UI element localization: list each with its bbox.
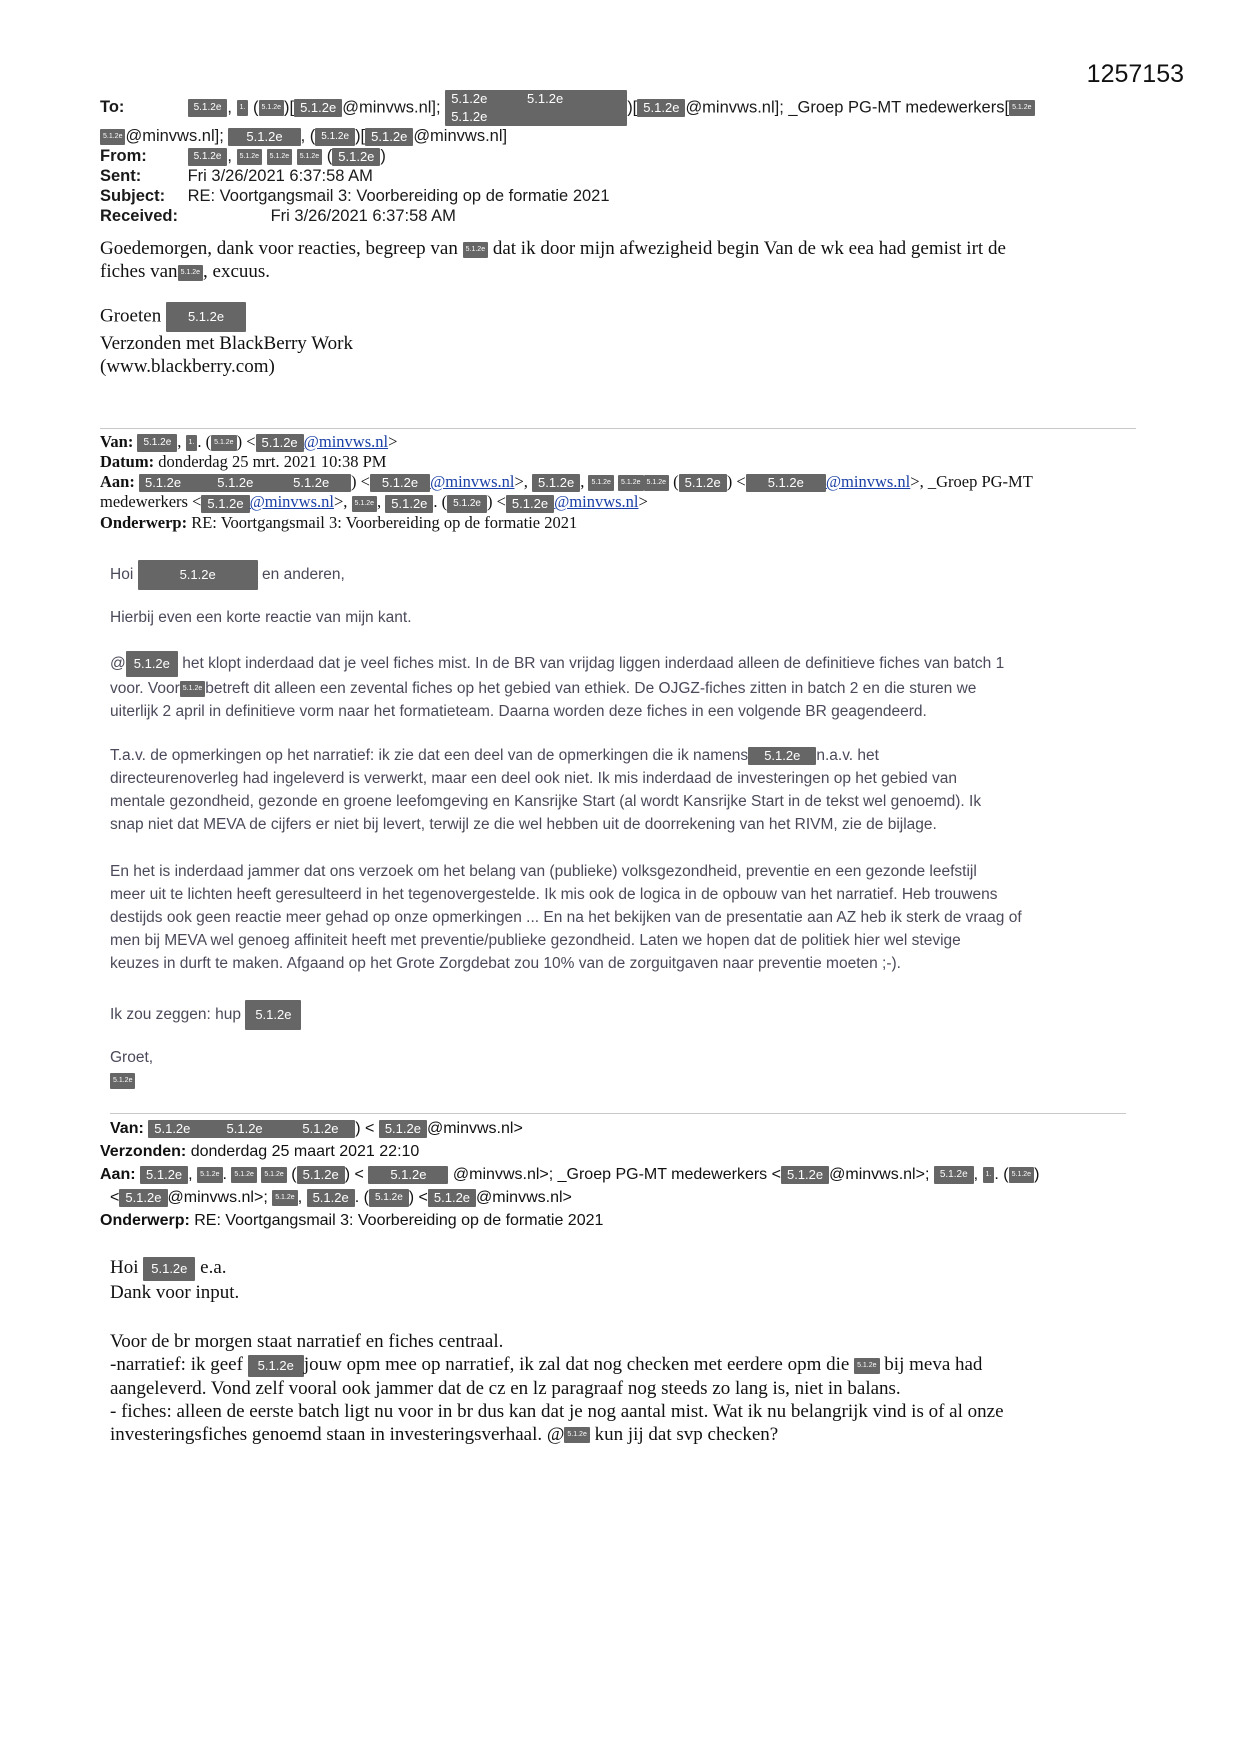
redaction: 5.1.2e	[126, 651, 178, 677]
hoi-text: Hoi	[110, 566, 134, 584]
van-label: Van:	[100, 432, 134, 451]
email1-signature	[100, 302, 1120, 378]
redaction: 5.1.2e	[781, 1166, 829, 1184]
redaction: 5.1.2e	[463, 242, 488, 258]
redaction: 5.1.2e	[100, 129, 125, 145]
email3-aan-line2: < 5.1.2e @minvws.nl>; 5.1.2e , 5.1.2e . ( 5.1.2e ) < 5.1.2e @minvws.nl>	[110, 1189, 572, 1206]
hoi-rest-text: e.a.	[200, 1257, 227, 1278]
redaction: 5.1.2e 5.1.2e 5.1.2e	[139, 474, 351, 492]
redaction: 5.1.2e	[228, 128, 300, 146]
para-text: het klopt inderdaad dat je veel fiches mist. In de BR van vrijdag liggen inderdaad alleen de definitieve fiches van batch 1	[182, 655, 1005, 673]
body-text: bij meva had	[884, 1354, 983, 1375]
para-line: keuzes in durft te maken. Afgaand op het Grote Zorgdebat zou 10% van de zorguitgaven naar preventie moeten ;-).	[110, 955, 901, 972]
email1-body	[100, 237, 1120, 283]
redaction: 5.1.2e	[379, 1120, 427, 1138]
redaction: 5.1.2e	[294, 99, 342, 117]
email2-header	[100, 432, 1150, 533]
onderwerp-value: RE: Voortgangsmail 3: Voorbereiding op de formatie 2021	[194, 1212, 604, 1229]
para-line: snap niet dat MEVA de cijfers er niet bij levert, terwijl ze die wel hebben uit de doorrekening van het RIVM, zie de bijlage.	[110, 816, 937, 833]
redaction: 5.1.2e	[564, 1427, 589, 1443]
email3-onderwerp-line	[100, 1209, 1160, 1232]
redaction: 5.1.2e	[245, 1000, 301, 1030]
para-line: meer uit te lichten heeft geresulteerd in het tegenovergestelde. Ik mis ook de logica in de opbouw van het narratief. Heb trouwens	[110, 886, 998, 903]
aan-label: Aan:	[100, 472, 135, 492]
email2-greeting	[110, 560, 1150, 590]
redaction: 5.1.2e	[679, 474, 727, 492]
email1-to-line2: 5.1.2e @minvws.nl]; 5.1.2e , ( 5.1.2e )[ 5.1.2e @minvws.nl]	[100, 126, 1160, 146]
to-domain: @minvws.nl];	[342, 98, 441, 117]
redaction: 5.1.2e	[201, 495, 249, 513]
email1-subject-line	[100, 186, 1160, 206]
redaction: 5.1.2e 5.1.2e 5.1.2e	[148, 1120, 355, 1138]
received-label: Received:	[100, 207, 178, 225]
email2-van-line: Van: 5.1.2e , 1. . ( 5.1.2e ) < 5.1.2e @minvws.nl>	[100, 432, 398, 451]
verzonden-label: Verzonden:	[100, 1143, 187, 1160]
sent-with-text: Verzonden met BlackBerry Work	[100, 333, 353, 354]
body-text: investeringsfiches genoemd staan in investeringsverhaal. @	[110, 1423, 565, 1445]
redaction: 5.1.2e	[140, 1166, 188, 1184]
body-text: dat ik door mijn afwezigheid begin Van de wk eea had gemist irt de	[492, 238, 1006, 259]
aan-label: Aan:	[100, 1166, 136, 1183]
redaction: 5.1.2e	[428, 1189, 476, 1207]
redaction: 5.1.2e	[506, 495, 554, 513]
para-line: directeurenoverleg had ingeleverd is verwerkt, maar een deel ook niet. Ik mis inderdaad de investeringen op het gebied van	[110, 770, 957, 787]
separator	[110, 1113, 1126, 1114]
redaction: 5.1.2e	[370, 474, 430, 492]
para-line: uiterlijk 2 april in definitieve vorm naar het formatieteam. Daarna worden deze fiches in een volgende BR geagendeerd.	[110, 703, 927, 720]
to-domain: @minvws.nl];	[125, 127, 224, 145]
sent-value: Fri 3/26/2021 6:37:58 AM	[187, 167, 373, 185]
redaction: 5.1.2e	[137, 434, 177, 452]
para-line: mentale gezondheid, gezonde en groene leefomgeving en Kansrijke Start (al wordt Kansrijke Start in de tekst wel genoemd). Ik	[110, 793, 982, 810]
redaction: 5.1.2e	[110, 1073, 135, 1089]
redaction: 5.1.2e	[211, 435, 236, 451]
body-line	[110, 1353, 1130, 1377]
greeting-text: Groeten	[100, 305, 162, 327]
email-link[interactable]: @minvws.nl	[554, 492, 639, 512]
email2-aan-line2: medewerkers < 5.1.2e @minvws.nl>, 5.1.2e , 5.1.2e . ( 5.1.2e ) < 5.1.2e @minvws.nl>	[100, 492, 648, 512]
redaction: 5.1.2e	[1009, 100, 1034, 116]
email2-p3	[110, 744, 1150, 836]
email-link[interactable]: @minvws.nl	[249, 492, 334, 512]
body-line: Voor de br morgen staat narratief en fiches centraal.	[110, 1331, 504, 1352]
email-text: @minvws.nl>; _Groep PG-MT medewerkers <	[452, 1166, 781, 1183]
email2-p1: Hierbij even een korte reactie van mijn kant.	[110, 609, 412, 626]
email2-p2	[110, 651, 1150, 723]
para-text: Ik zou zeggen: hup	[110, 1006, 241, 1024]
redaction: 5.1.2e	[267, 149, 292, 165]
redaction: 5.1.2e	[854, 1358, 879, 1374]
email2-datum-line	[100, 452, 1150, 472]
email2-p4	[110, 860, 1150, 975]
email-link[interactable]: @minvws.nl	[430, 472, 515, 492]
redaction: 5.1.2e	[332, 148, 380, 166]
redaction: 5.1.2e	[248, 1355, 304, 1377]
email-text: @minvws.nl>	[476, 1189, 572, 1206]
datum-label: Datum:	[100, 452, 155, 472]
to-domain: @minvws.nl]	[413, 127, 508, 145]
redaction: 5.1.2e	[180, 681, 205, 697]
datum-value: donderdag 25 mrt. 2021 10:38 PM	[158, 452, 387, 472]
para-line	[110, 677, 1150, 700]
redaction: 5.1.2e	[368, 1166, 448, 1184]
sent-label: Sent:	[100, 167, 142, 185]
email-text: @minvws.nl>	[426, 1120, 523, 1137]
groet-text: Groet,	[110, 1049, 154, 1066]
email1-sent-line	[100, 166, 1160, 186]
separator	[100, 428, 1136, 429]
body-text: fiches van	[100, 261, 178, 282]
redaction: 5.1.2e	[637, 99, 685, 117]
redaction: 5.1.2e	[297, 149, 322, 165]
email3-aan-line: Aan: 5.1.2e , 5.1.2e . 5.1.2e 5.1.2e ( 5.1.2e ) < 5.1.2e @minvws.nl>; _Groep PG-MT medewerkers < 5.1.2e @minvws.nl>; 5.1.2e , 1. . ( 5.1.2e )	[100, 1166, 1040, 1183]
email-text: @minvws.nl>;	[829, 1166, 930, 1183]
redaction: 5.1.2e	[447, 495, 487, 513]
para-text: betreft dit alleen een zevental fiches op het gebied van ethiek. De OJGZ-fiches zitten in batch 2 en die sturen we	[205, 680, 977, 697]
hoi-rest-text: en anderen,	[262, 566, 345, 584]
medewerkers-text: medewerkers	[100, 492, 188, 512]
subject-value: RE: Voortgangsmail 3: Voorbereiding op de formatie 2021	[187, 187, 610, 205]
body-text: , excuus.	[203, 261, 271, 282]
redaction: 5.1.2e	[532, 474, 580, 492]
onderwerp-label: Onderwerp:	[100, 512, 188, 532]
redaction: 5.1.2e 5.1.2e 5.1.2e	[445, 90, 627, 126]
redaction: 5.1.2e	[934, 1166, 974, 1184]
redaction: 5.1.2e	[178, 265, 203, 281]
email2-onderwerp-line	[100, 513, 1150, 533]
redaction: 5.1.2e	[143, 1257, 195, 1281]
redaction: 5.1.2e	[748, 747, 816, 765]
hoi-text: Hoi	[110, 1257, 139, 1278]
redaction: 5.1.2e	[272, 1190, 297, 1206]
onderwerp-value: RE: Voortgangsmail 3: Voorbereiding op de formatie 2021	[191, 512, 578, 532]
redaction: 1.	[983, 1167, 995, 1183]
subject-label: Subject:	[100, 187, 166, 205]
to-domain: @minvws.nl]; _Groep PG-MT medewerkers[	[685, 98, 1010, 117]
redaction: 5.1.2e	[138, 560, 258, 590]
email1-header	[100, 90, 1160, 226]
group-text: , _Groep PG-MT	[919, 472, 1033, 492]
redaction: 1.	[237, 100, 249, 116]
redaction: 5.1.2e	[256, 434, 304, 452]
body-text: Goedemorgen, dank voor reacties, begreep van	[100, 238, 458, 259]
para-text: voor. Voor	[110, 680, 180, 697]
email-text: @minvws.nl>;	[167, 1189, 268, 1206]
para-line: men bij MEVA wel genoeg affiniteit heeft met preventie/publieke gezondheid. Laten we hopen dat de politiek hier wel stevige	[110, 932, 961, 949]
redaction: 5.1.2e	[588, 475, 613, 491]
redaction: 5.1.2e	[369, 1189, 409, 1207]
para-line: @ 5.1.2e het klopt inderdaad dat je veel fiches mist. In de BR van vrijdag liggen inderdaad alleen de definitieve fiches van batch 1	[110, 651, 1150, 677]
para-text: T.a.v. de opmerkingen op het narratief: ik zie dat een deel van de opmerkingen die ik namens	[110, 747, 749, 764]
redaction: 5.1.2e	[307, 1189, 355, 1207]
thanks-text: Dank voor input.	[110, 1281, 240, 1303]
email2-aan-line: Aan: 5.1.2e 5.1.2e 5.1.2e ) < 5.1.2e @minvws.nl>, 5.1.2e , 5.1.2e 5.1.2e 5.1.2e ( 5.1.2e ) < 5.1.2e @minvws.nl>, _Groep PG-MT	[100, 472, 1033, 492]
email3-greeting	[110, 1256, 1130, 1304]
signature-line	[100, 302, 1120, 332]
body-text: -narratief: ik geef	[110, 1354, 243, 1375]
body-text: jouw opm mee op narratief, ik zal dat nog checken met eerdere opm die	[303, 1354, 850, 1375]
to-label: To:	[100, 98, 125, 117]
redaction: 5.1.2e	[618, 475, 643, 491]
body-line: aangeleverd. Vond zelf vooral ook jammer dat de cz en lz paragraaf nog steeds zo lang is, niet in balans.	[110, 1377, 901, 1399]
body-line	[100, 260, 1120, 283]
para-text: n.a.v. het	[816, 747, 879, 764]
email3-body	[110, 1330, 1130, 1446]
para-line: En het is inderdaad jammer dat ons verzoek om het belang van (publieke) volksgezondheid, preventie en een gezonde leefstijl	[110, 863, 977, 880]
redaction: 5.1.2e	[261, 1167, 286, 1183]
redaction: 5.1.2e	[259, 100, 284, 116]
received-value: Fri 3/26/2021 6:37:58 AM	[270, 207, 456, 225]
redaction: 5.1.2e	[352, 496, 377, 512]
body-line	[100, 237, 1120, 260]
email1-to-line: To: 5.1.2e , 1. ( 5.1.2e )[ 5.1.2e @minvws.nl]; 5.1.2e 5.1.2e 5.1.2e)[ 5.1.2e @minvws.nl]; _Groep PG-MT medewerkers[ 5.1.2e	[100, 90, 1160, 126]
email2-signoff	[110, 1046, 1150, 1092]
email2-p5	[110, 1000, 1150, 1030]
email-link[interactable]: @minvws.nl	[825, 472, 911, 492]
redaction: 5.1.2e	[365, 128, 413, 146]
redaction: 5.1.2e	[644, 475, 669, 491]
email-link[interactable]: @minvws.nl	[303, 432, 389, 451]
email3-van-line: Van: 5.1.2e 5.1.2e 5.1.2e ) < 5.1.2e @minvws.nl>	[110, 1120, 523, 1137]
redaction: 5.1.2e	[166, 302, 246, 332]
redaction: 5.1.2e	[746, 474, 826, 492]
greeting-line	[110, 1256, 1130, 1281]
redaction: 5.1.2e	[188, 99, 228, 117]
redaction: 5.1.2e	[119, 1189, 167, 1207]
body-text: kun jij dat svp checken?	[594, 1423, 779, 1445]
redaction: 5.1.2e	[297, 1166, 345, 1184]
email1-from-line: From: 5.1.2e , 5.1.2e 5.1.2e 5.1.2e ( 5.1.2e )	[100, 147, 386, 165]
redaction: 5.1.2e	[385, 495, 433, 513]
redaction: 5.1.2e	[237, 149, 262, 165]
document-id: 1257153	[1086, 60, 1184, 88]
redaction: 5.1.2e	[231, 1167, 256, 1183]
email1-received-line	[100, 206, 1160, 226]
from-label: From:	[100, 147, 147, 165]
redaction: 5.1.2e	[315, 128, 355, 146]
para-line: destijds ook geen reactie meer gehad op onze opmerkingen ... En na het bekijken van de presentatie aan AZ heb ik sterk de vraag of	[110, 909, 1022, 926]
blackberry-url: (www.blackberry.com)	[100, 356, 275, 377]
redaction: 5.1.2e	[188, 148, 228, 166]
redaction: 5.1.2e	[197, 1167, 222, 1183]
email3-verzonden-line	[100, 1140, 1160, 1163]
para-line	[110, 744, 1150, 767]
body-line: - fiches: alleen de eerste batch ligt nu voor in br dus kan dat je nog aantal mist. Wat ik nu belangrijk vind is of al onze	[110, 1400, 1004, 1422]
redaction: 5.1.2e	[1009, 1167, 1034, 1183]
body-line	[110, 1423, 1130, 1446]
van-label: Van:	[110, 1120, 144, 1137]
redaction: 1.	[186, 435, 198, 451]
verzonden-value: donderdag 25 maart 2021 22:10	[190, 1143, 420, 1160]
onderwerp-label: Onderwerp:	[100, 1212, 190, 1229]
email3-header	[100, 1117, 1160, 1232]
